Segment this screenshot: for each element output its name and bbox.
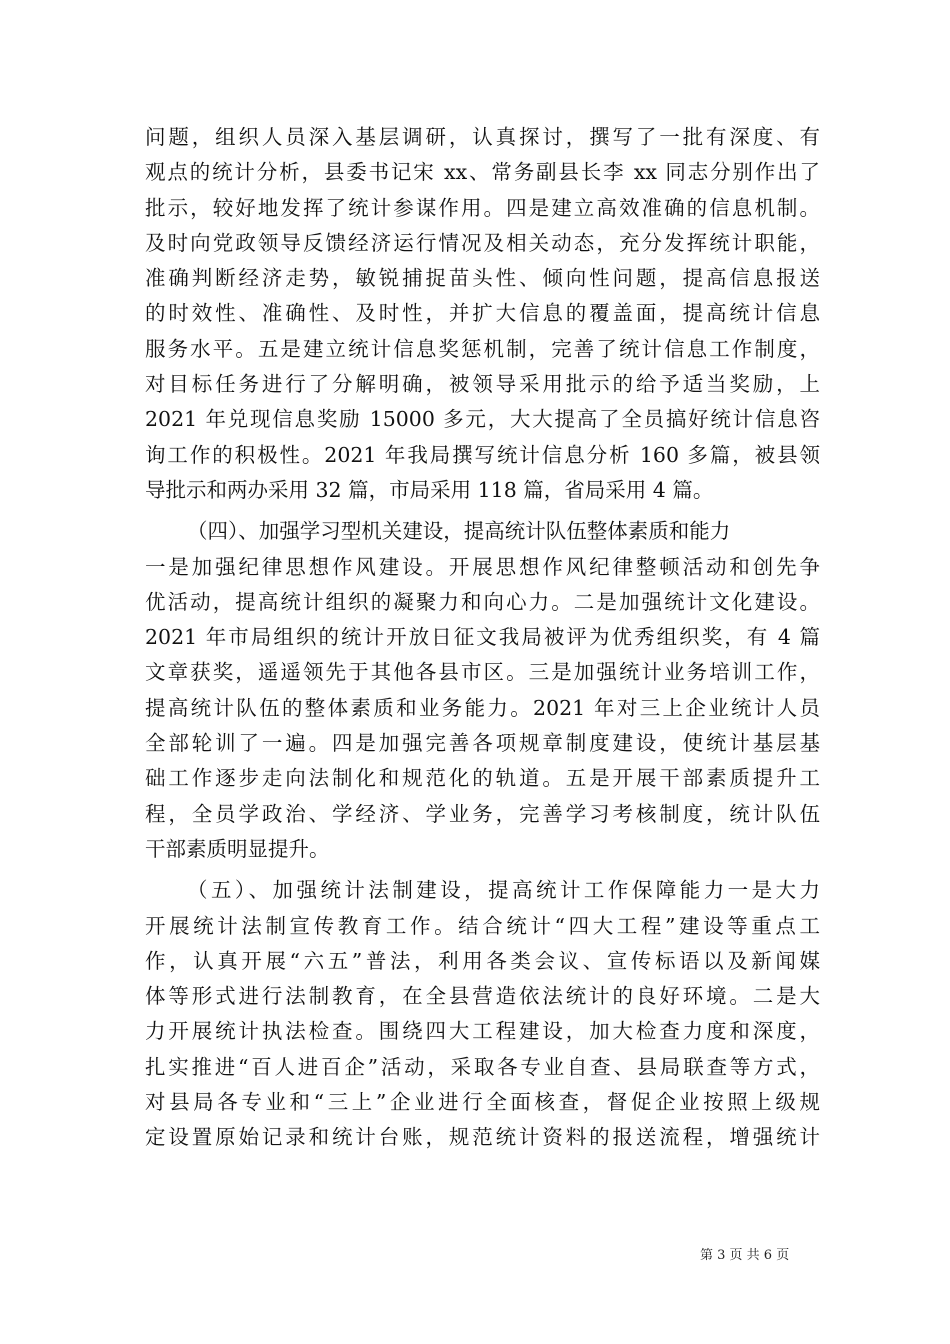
section-heading: （四）、加强学习型机关建设，提高统计队伍整体素质和能力 xyxy=(187,519,731,544)
text-line: 作，认真开展“六五”普法，利用各类会议、宣传标语以及新闻媒 xyxy=(145,948,820,973)
text-line: 体等形式进行法制教育，在全县营造依法统计的良好环境。二是大 xyxy=(145,984,820,1009)
page-number: 第 3 页 共 6 页 xyxy=(700,1248,790,1263)
paragraph-2 xyxy=(145,514,820,867)
text-line: 优活动，提高统计组织的凝聚力和向心力。二是加强统计文化建设。 xyxy=(145,589,820,614)
text-line: 2021 年市局组织的统计开放日征文我局被评为优秀组织奖，有 4 篇 xyxy=(145,625,820,650)
text-line: 问题，组织人员深入基层调研，认真探讨，撰写了一批有深度、有 xyxy=(145,125,820,149)
text-line: 服务水平。五是建立统计信息奖惩机制，完善了统计信息工作制度， xyxy=(145,336,820,361)
paragraph-3 xyxy=(145,873,820,1155)
text-line: 的时效性、准确性、及时性，并扩大信息的覆盖面，提高统计信息 xyxy=(145,301,820,326)
text-line: 批示，较好地发挥了统计参谋作用。四是建立高效准确的信息机制。 xyxy=(145,195,820,220)
text-line: 导批示和两办采用 32 篇，市局采用 118 篇，省局采用 4 篇。 xyxy=(145,477,714,502)
text-line: 定设置原始记录和统计台账，规范统计资料的报送流程，增强统计 xyxy=(145,1125,820,1150)
paragraph-1 xyxy=(145,120,820,508)
text-line: 础工作逐步走向法制化和规范化的轨道。五是开展干部素质提升工 xyxy=(145,766,820,791)
text-line: 对县局各专业和“三上”企业进行全面核查，督促企业按照上级规 xyxy=(145,1090,820,1115)
text-line: 一是加强纪律思想作风建设。开展思想作风纪律整顿活动和创先争 xyxy=(145,554,820,579)
text-line: 扎实推进“百人进百企”活动，采取各专业自查、县局联查等方式， xyxy=(145,1054,820,1079)
text-line: 全部轮训了一遍。四是加强完善各项规章制度建设，使统计基层基 xyxy=(145,731,820,756)
document-page xyxy=(145,120,820,1156)
section-heading: （五）、加强统计法制建设，提高统计工作保障能力一是大力 xyxy=(187,878,820,903)
text-line: 开展统计法制宣传教育工作。结合统计“四大工程”建设等重点工 xyxy=(145,913,820,938)
text-line: 准确判断经济走势，敏锐捕捉苗头性、倾向性问题，提高信息报送 xyxy=(145,266,820,291)
text-line: 程，全员学政治、学经济、学业务，完善学习考核制度，统计队伍 xyxy=(145,801,820,826)
text-line: 询工作的积极性。2021 年我局撰写统计信息分析 160 多篇，被县领 xyxy=(145,442,820,467)
text-line: 及时向党政领导反馈经济运行情况及相关动态，充分发挥统计职能， xyxy=(145,230,820,255)
text-line: 力开展统计执法检查。围绕四大工程建设，加大检查力度和深度， xyxy=(145,1019,820,1044)
text-line: 观点的统计分析，县委书记宋 xx、常务副县长李 xx 同志分别作出了 xyxy=(145,160,820,185)
text-line: 对目标任务进行了分解明确，被领导采用批示的给予适当奖励，上 xyxy=(145,372,820,397)
text-line: 干部素质明显提升。 xyxy=(145,836,330,861)
text-line: 文章获奖，遥遥领先于其他各县市区。三是加强统计业务培训工作， xyxy=(145,660,820,685)
text-line: 提高统计队伍的整体素质和业务能力。2021 年对三上企业统计人员 xyxy=(145,695,820,720)
text-line: 2021 年兑现信息奖励 15000 多元，大大提高了全员搞好统计信息咨 xyxy=(145,407,820,432)
